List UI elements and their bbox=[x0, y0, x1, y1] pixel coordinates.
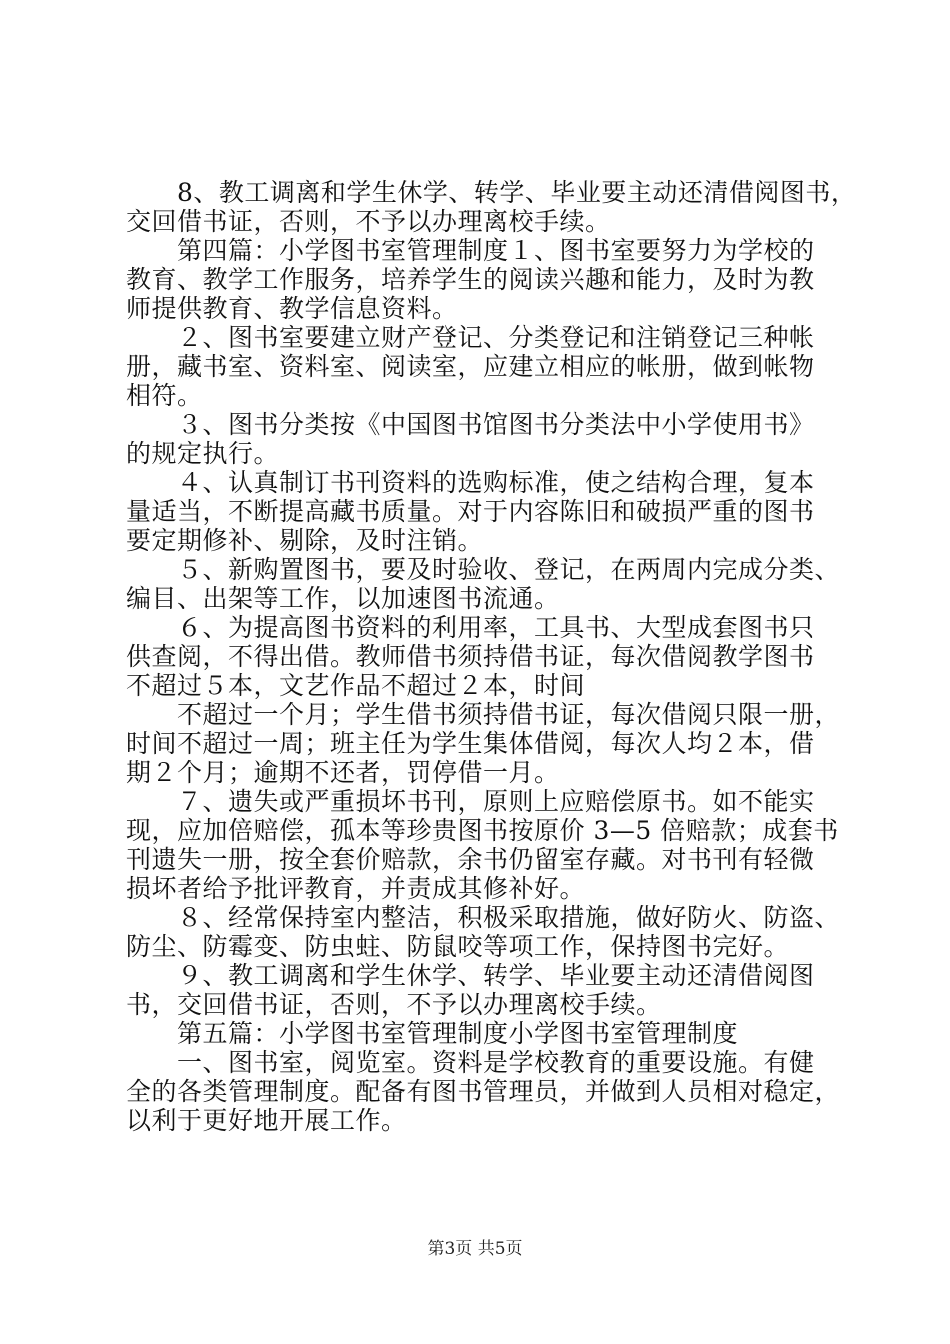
page-number-footer: 第3页 共5页 bbox=[427, 1239, 523, 1259]
text-line: 师提供教育、教学信息资料。 bbox=[126, 294, 458, 323]
text-line: 的规定执行。 bbox=[126, 439, 280, 468]
text-line: 刊遗失一册，按全套价赔款，余书仍留室存藏。对书刊有轻微 bbox=[126, 845, 815, 874]
text-line: ９、教工调离和学生休学、转学、毕业要主动还清借阅图 bbox=[126, 961, 815, 990]
document-body bbox=[126, 178, 857, 1135]
text-line: ６、为提高图书资料的利用率，工具书、大型成套图书只 bbox=[126, 613, 815, 642]
text-line: 全的各类管理制度。配备有图书管理员，并做到人员相对稳定， bbox=[126, 1077, 841, 1106]
text-line: 编目、出架等工作，以加速图书流通。 bbox=[126, 584, 560, 613]
text-line: 第四篇：小学图书室管理制度１、图书室要努力为学校的 bbox=[126, 236, 815, 265]
text-line: 供查阅，不得出借。教师借书须持借书证，每次借阅教学图书 bbox=[126, 642, 815, 671]
text-line: 现，应加倍赔偿，孤本等珍贵图书按原价 3—5 倍赔款；成套书 bbox=[126, 816, 839, 845]
text-line: 期２个月；逾期不还者，罚停借一月。 bbox=[126, 758, 560, 787]
text-line: 第五篇：小学图书室管理制度小学图书室管理制度 bbox=[126, 1019, 739, 1048]
text-line: 一、图书室，阅览室。资料是学校教育的重要设施。有健 bbox=[126, 1048, 815, 1077]
text-line: 8、教工调离和学生休学、转学、毕业要主动还清借阅图书， bbox=[126, 178, 857, 207]
text-line: 相符。 bbox=[126, 381, 203, 410]
text-line: 量适当，不断提高藏书质量。对于内容陈旧和破损严重的图书 bbox=[126, 497, 815, 526]
text-line: ８、经常保持室内整洁，积极采取措施，做好防火、防盗、 bbox=[126, 903, 841, 932]
text-line: 时间不超过一周；班主任为学生集体借阅，每次人均２本，借 bbox=[126, 729, 815, 758]
text-line: ４、认真制订书刊资料的选购标准，使之结构合理，复本 bbox=[126, 468, 815, 497]
text-line: ３、图书分类按《中国图书馆图书分类法中小学使用书》 bbox=[126, 410, 815, 439]
text-line: 不超过一个月；学生借书须持借书证，每次借阅只限一册， bbox=[126, 700, 841, 729]
text-line: 书，交回借书证，否则，不予以办理离校手续。 bbox=[126, 990, 662, 1019]
text-line: 以利于更好地开展工作。 bbox=[126, 1106, 407, 1135]
text-line: 防尘、防霉变、防虫蛀、防鼠咬等项工作，保持图书完好。 bbox=[126, 932, 790, 961]
text-line: 不超过５本，文艺作品不超过２本，时间 bbox=[126, 671, 586, 700]
text-line: 教育、教学工作服务，培养学生的阅读兴趣和能力，及时为教 bbox=[126, 265, 815, 294]
text-line: 损坏者给予批评教育，并责成其修补好。 bbox=[126, 874, 586, 903]
text-line: ２、图书室要建立财产登记、分类登记和注销登记三种帐 bbox=[126, 323, 815, 352]
text-line: ７、遗失或严重损坏书刊，原则上应赔偿原书。如不能实 bbox=[126, 787, 815, 816]
text-line: 要定期修补、剔除，及时注销。 bbox=[126, 526, 484, 555]
text-line: 交回借书证，否则，不予以办理离校手续。 bbox=[126, 207, 611, 236]
text-line: ５、新购置图书，要及时验收、登记，在两周内完成分类、 bbox=[126, 555, 841, 584]
text-line: 册，藏书室、资料室、阅读室，应建立相应的帐册，做到帐物 bbox=[126, 352, 815, 381]
